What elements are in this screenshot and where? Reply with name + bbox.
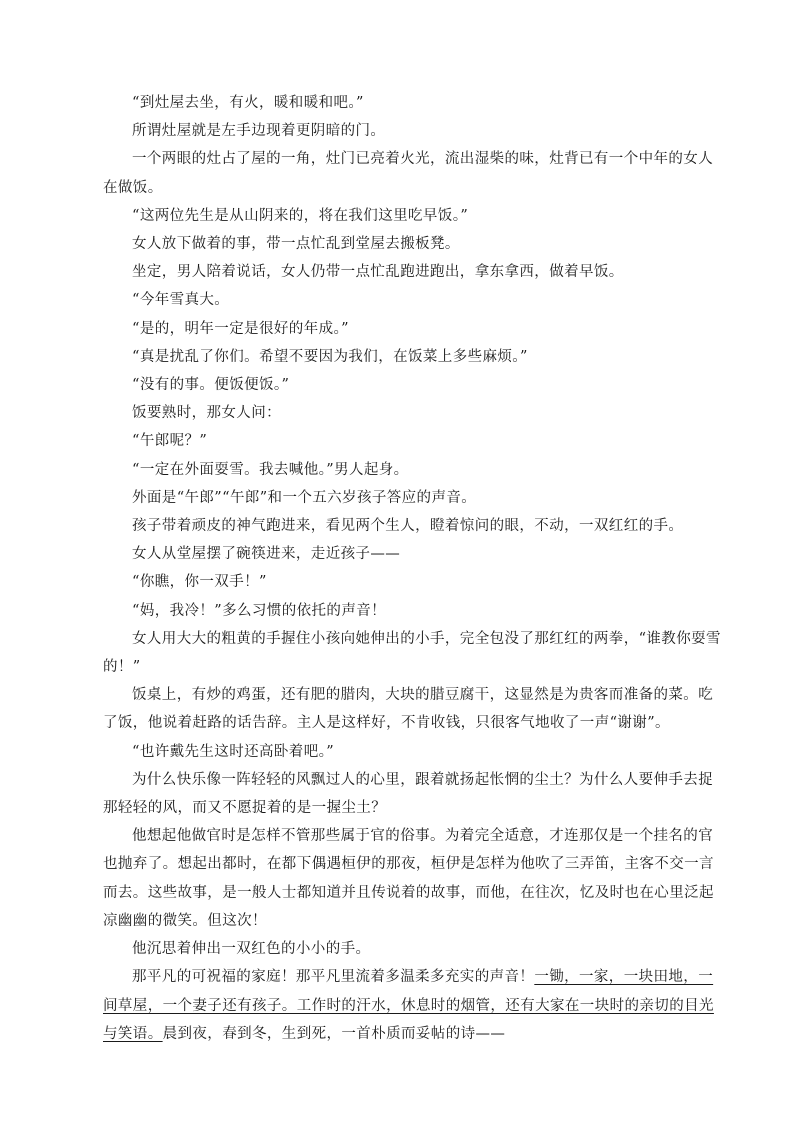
paragraph-23: 他想起他做官时是怎样不管那些属于官的俗事。为着完全适意，才连那仅是一个挂名的官也抛弃了。想起出都时，在都下偶遇桓伊的那夜，桓伊是怎样为他吹了三弄笛，主客不交一言而去。这些故事，是一般人士都知道并且传说着的故事，而他，在往次，忆及时也在心里泛起凉幽幽的微笑。但这次！: [103, 828, 714, 929]
paragraph-14: 外面是“午郎”“午郎”和一个五六岁孩子答应的声音。: [132, 489, 477, 506]
paragraph-8: “是的，明年一定是很好的年成。”: [132, 320, 349, 337]
paragraph-25: [103, 963, 723, 1048]
paragraph-13: “一定在外面耍雪。我去喊他。”男人起身。: [132, 461, 409, 478]
paragraph-20: 饭桌上，有炒的鸡蛋，还有肥的腊肉，大块的腊豆腐干，这显然是为贵客而准备的菜。吃了饭，他说着赶路的话告辞。主人是这样好，不肯收钱，只很客气地收了一声“谢谢”。: [103, 687, 714, 732]
paragraph-24: 他沉思着伸出一双红色的小小的手。: [132, 941, 371, 958]
paragraph-25-lead: 那平凡的可祝福的家庭！那平凡里流着多温柔多充实的声音！: [132, 969, 535, 986]
paragraph-10: “没有的事。便饭便饭。”: [132, 377, 290, 394]
paragraph-6: 坐定，男人陪着说话，女人仍带一点忙乱跑进跑出，拿东拿西，做着早饭。: [132, 264, 624, 281]
paragraph-5: 女人放下做着的事，带一点忙乱到堂屋去搬板凳。: [132, 236, 460, 253]
paragraph-22: 为什么快乐像一阵轻轻的风飘过人的心里，跟着就扬起怅惘的尘土？为什么人要伸手去捉那轻轻的风，而又不愿捉着的是一握尘土？: [103, 771, 714, 817]
paragraph-3: 一个两眼的灶占了屋的一角，灶门已亮着火光，流出湿柴的味，灶背已有一个中年的女人在做饭。: [103, 151, 714, 196]
document-body: [103, 89, 723, 1048]
paragraph-17: “你瞧，你一双手！”: [132, 574, 267, 591]
paragraph-21: “也许戴先生这时还高卧着吧。”: [132, 743, 335, 760]
paragraph-18: “妈，我冷！”多么习惯的依托的声音！: [132, 602, 387, 619]
paragraph-4: “这两位先生是从山阴来的，将在我们这里吃早饭。”: [132, 207, 469, 224]
paragraph-15: 孩子带着顽皮的神气跑进来，看见两个生人，瞪着惊问的眼，不动，一双红红的手。: [132, 518, 684, 535]
paragraph-7: “今年雪真大。: [132, 292, 230, 309]
paragraph-12: “午郎呢？”: [132, 433, 208, 450]
underlined-passage: 一锄，一家，一块田地，一间草屋，一个妻子还有孩子。工作时的汗水，休息时的烟管，还有大家在一块时的亲切的目光与笑语。: [103, 969, 714, 1042]
paragraph-25-tail: 晨到夜，春到冬，生到死，一首朴质而妥帖的诗——: [162, 1025, 506, 1042]
paragraph-16: 女人从堂屋摆了碗筷进来，走近孩子——: [132, 546, 401, 563]
paragraph-1: “到灶屋去坐，有火，暖和暖和吧。”: [132, 95, 364, 111]
paragraph-19: 女人用大大的粗黄的手握住小孩向她伸出的小手，完全包没了那红红的两拳，“谁教你耍雪的！”: [103, 630, 721, 676]
paragraph-11: 饭要熟时，那女人问：: [132, 405, 281, 422]
paragraph-2: 所谓灶屋就是左手边现着更阴暗的门。: [132, 123, 386, 140]
paragraph-9: “真是扰乱了你们。希望不要因为我们，在饭菜上多些麻烦。”: [132, 348, 528, 365]
